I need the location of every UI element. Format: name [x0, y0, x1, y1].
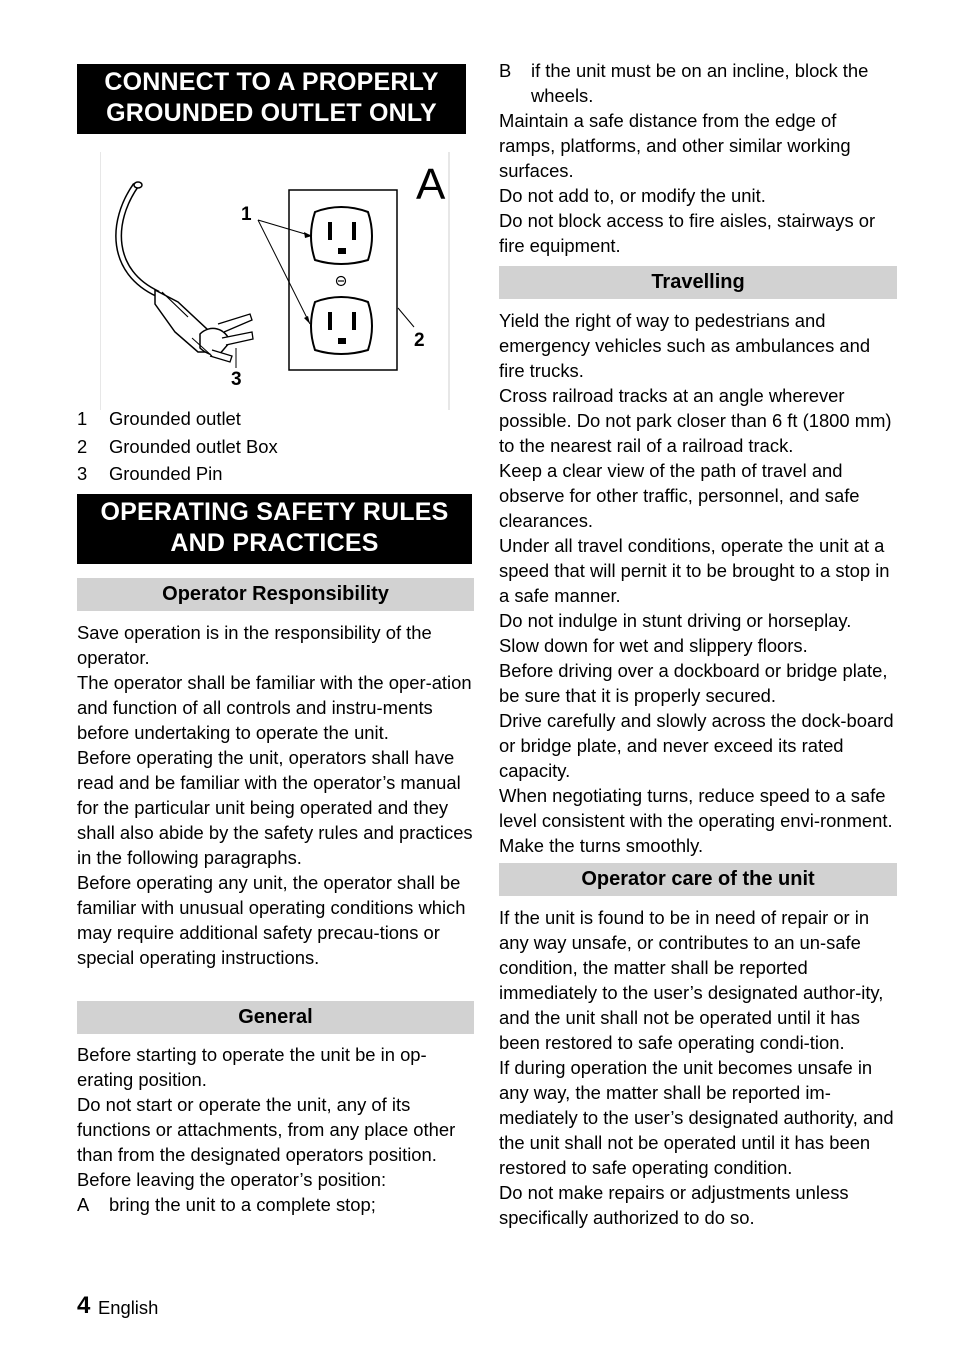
callout-1: 1 [241, 204, 252, 225]
subheader-travelling: Travelling [499, 266, 897, 299]
page-language: English [98, 1297, 159, 1318]
grounded-outlet-figure [100, 152, 450, 410]
figure-letter: A [416, 160, 446, 209]
subheader-operator-responsibility: Operator Responsibility [77, 578, 474, 611]
general-text: Before starting to operate the unit be in op-erating position. Do not start or operate the unit, any of its functions or attachments, from any place other than from the designated operators position. Before leaving the operator’s position: A bring the unit to a complete stop; [77, 1042, 474, 1217]
receptacle-bottom [311, 297, 372, 354]
section-header-grounded-outlet: CONNECT TO A PROPERLY GROUNDED OUTLET ONLY [77, 64, 466, 134]
right-top-text: B if the unit must be on an incline, block the wheels. Maintain a safe distance from the edge of ramps, platforms, and other similar working surfaces. Do not add to, or modify the unit. Do not block access to fire aisles, stairways or fire equipment. [499, 58, 897, 258]
section-header-safety-rules: OPERATING SAFETY RULES AND PRACTICES [77, 494, 472, 564]
list-item-a: A bring the unit to a complete stop; [77, 1194, 376, 1215]
callout-3: 3 [231, 369, 242, 390]
page-number: 4 [77, 1292, 91, 1319]
operator-care-text: If the unit is found to be in need of repair or in any way unsafe, or contributes to an un-safe condition, the matter shall be reported immediately to the user’s designated author-ity, and the unit shall not be operated until it has been restored to safe operating condi-tion. If during operation the unit becomes unsafe in any way, the matter shall be reported im-mediately to the user’s designated authority, and the unit shall not be operated until it has been restored to safe operating condition. Do not make repairs or adjustments unless specifically authorized to do so. [499, 907, 894, 1228]
plug-icon [155, 290, 253, 362]
subheader-operator-care: Operator care of the unit [499, 863, 897, 896]
operator-responsibility-text: Save operation is in the responsibility of the operator. The operator shall be familiar with the oper-ation and function of all controls and instru-ments before undertaking to operate the unit. Before operating the unit, operators shall have read and be familiar with the operator’s manual for the particular unit being operated and they shall also abide by the safety rules and practices in the following paragraphs. Before operating any unit, the operator shall be familiar with unusual operating conditions which may require additional safety precau-tions or special operating instructions. [77, 622, 473, 968]
callout-2: 2 [414, 330, 425, 351]
subheader-general: General [77, 1001, 474, 1034]
travelling-text: Yield the right of way to pedestrians and emergency vehicles such as ambulances and fire trucks. Cross railroad tracks at an angle wherever possible. Do not park closer than 6 ft (1800 mm) to the nearest rail of a railroad track. Keep a clear view of the path of travel and observe for other traffic, personnel, and safe clearances. Under all travel conditions, operate the unit at a speed that will pernit it to be brought to a stop in a safe manner. Do not indulge in stunt driving or horseplay. Slow down for wet and slippery floors. Before driving over a dockboard or bridge plate, be sure that it is properly secured. Drive carefully and slowly across the dock-board or bridge plate, and never exceed its rated capacity. When negotiating turns, reduce speed to a safe level consistent with the operating envi-ronment. Make the turns smoothly. [499, 310, 894, 856]
outlet-illustration [100, 152, 450, 410]
list-item-b: B if the unit must be on an incline, block the wheels. [499, 60, 869, 106]
receptacle-top [311, 207, 372, 264]
